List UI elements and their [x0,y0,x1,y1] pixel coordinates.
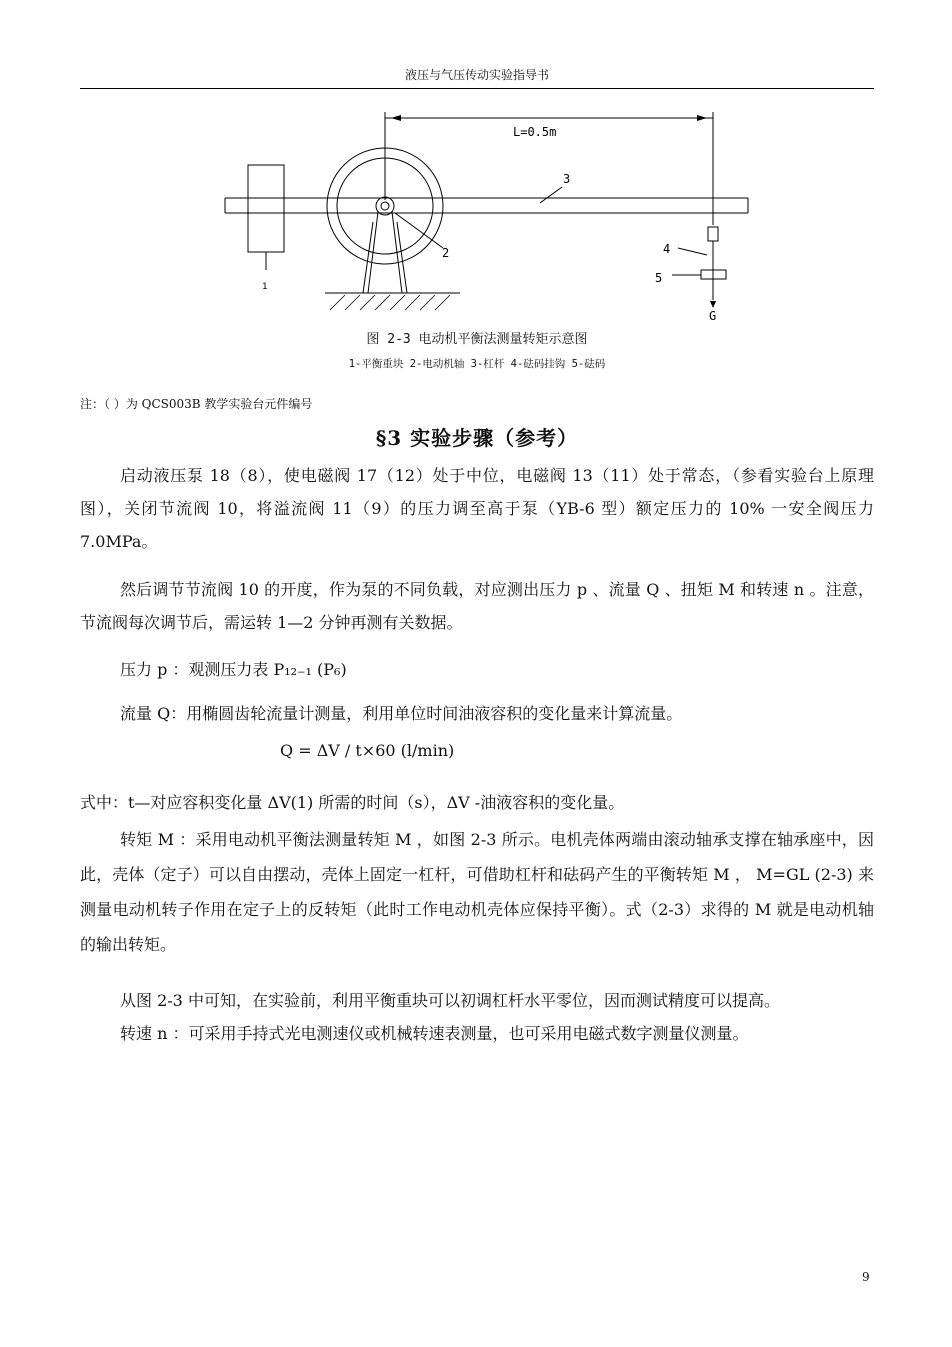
label-4: 4 [663,242,671,256]
label-5: 5 [655,271,663,285]
page-header: 液压与气压传动实验指导书 [404,68,549,82]
figure-caption: 图 2-3 电动机平衡法测量转矩示意图 [366,332,588,347]
torque-diagram [210,100,770,325]
label-g: G [709,309,717,323]
paragraph-torque: 转矩 M ：采用电动机平衡法测量转矩 M ，如图 2-3 所示。电机壳体两端由滚动轴承支撑在轴承座中，因此，壳体（定子）可以自由摆动，壳体上固定一杠杆，可借助杠杆和砝码产生的平衡转矩 M ， M=GL (2-3) 来测量电动机转子作用在定子上的反转矩（此时工作电动机壳体应保持平衡）。式（2-3）求得的 M 就是电动机轴的输出转矩。 [80,830,874,954]
pressure-line: 压力 p ：观测压力表 P₁₂₋₁ (P₆) [120,660,347,679]
label-1: 1 [262,282,268,292]
note: 注：（ ）为 QCS003B 教学实验台元件编号 [80,397,313,411]
paragraph-start-pump: 启动液压泵 18（8），使电磁阀 17（12）处于中位，电磁阀 13（11）处于常态，（参看实验台上原理图），关闭节流阀 10，将溢流阀 11（9）的压力调至高于泵（YB-6 型）额定压力的 10% 一安全阀压力 7.0MPa。 [80,466,874,551]
formula-explanation: 式中：t—对应容积变化量 ΔV(1) 所需的时间（s），ΔV -油液容积的变化量。 [80,793,625,812]
label-2: 2 [442,246,450,260]
label-3: 3 [563,172,571,186]
page-number: 9 [862,1270,870,1284]
flow-line: 流量 Q：用椭圆齿轮流量计测量，利用单位时间油液容积的变化量来计算流量。 [120,704,683,723]
paragraph-speed: 转速 n ：可采用手持式光电测速仪或机械转速表测量，也可采用电磁式数字测量仪测量。 [120,1024,749,1043]
header-rule [80,88,874,89]
paragraph-from-figure: 从图 2-3 中可知，在实验前，利用平衡重块可以初调杠杆水平零位，因而测试精度可以提高。 [120,991,780,1010]
paragraph-adjust-throttle: 然后调节节流阀 10 的开度，作为泵的不同负载，对应测出压力 p 、流量 Q 、扭矩 M 和转速 n 。注意，节流阀每次调节后，需运转 1—2 分钟再测有关数据。 [80,580,874,632]
length-label: L=0.5m [513,125,557,139]
figure-legend: 1-平衡重块 2-电动机轴 3-杠杆 4-砝码挂钩 5-砝码 [348,358,606,370]
section-title: §3 实验步骤（参考） [375,426,579,450]
flow-formula: Q = ΔV / t×60 (l/min) [280,741,455,760]
